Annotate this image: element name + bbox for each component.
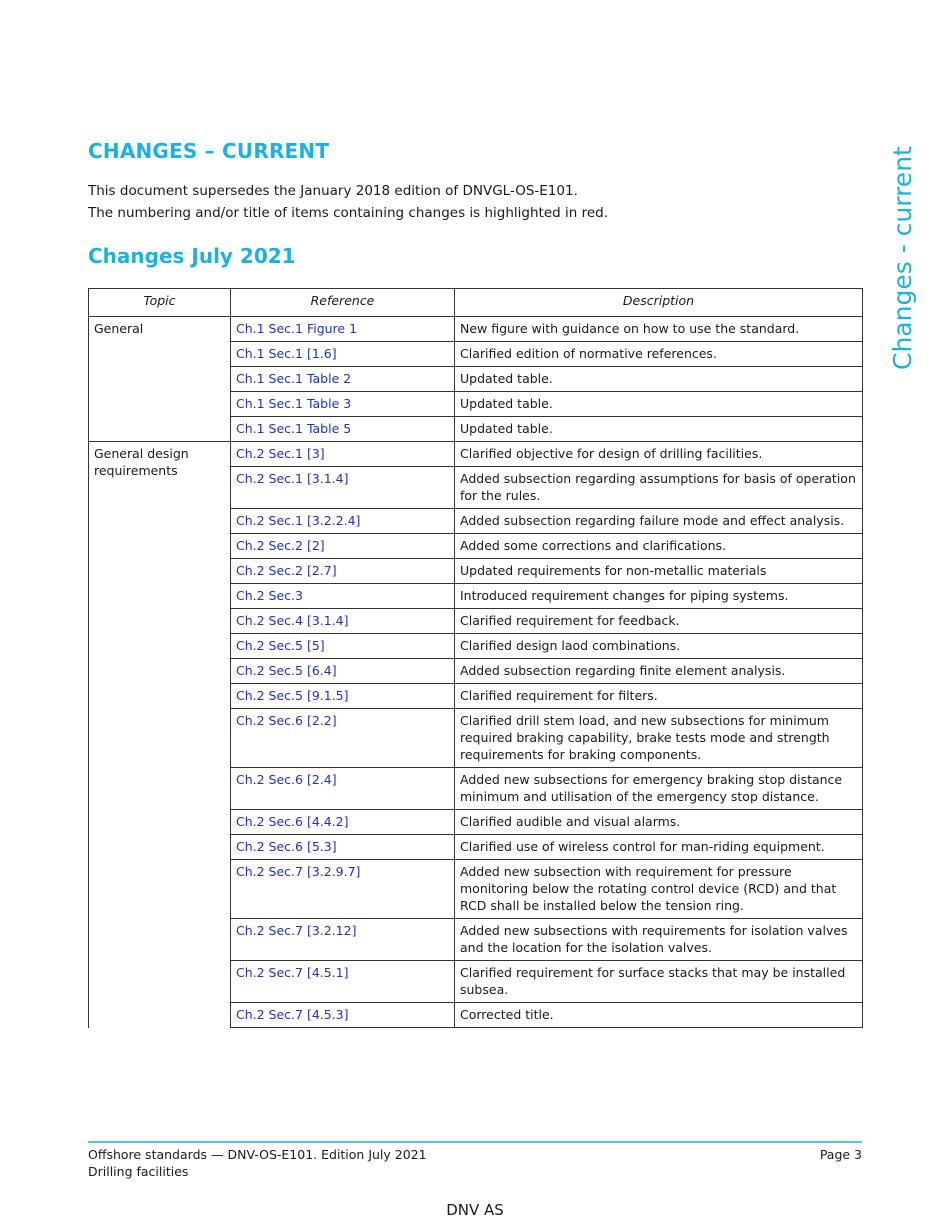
reference-link[interactable]: Ch.2 Sec.7 [3.2.12] <box>231 919 455 961</box>
reference-link[interactable]: Ch.1 Sec.1 Table 5 <box>231 417 455 442</box>
description-cell: Added subsection regarding failure mode and effect analysis. <box>455 509 863 534</box>
table-header-row <box>89 289 863 317</box>
description-cell: Clarified audible and visual alarms. <box>455 810 863 835</box>
description-cell: Clarified edition of normative references. <box>455 342 863 367</box>
reference-link[interactable]: Ch.1 Sec.1 Figure 1 <box>231 317 455 342</box>
reference-link[interactable]: Ch.2 Sec.7 [4.5.3] <box>231 1003 455 1028</box>
reference-link[interactable]: Ch.2 Sec.7 [4.5.1] <box>231 961 455 1003</box>
description-cell: Clarified requirement for feedback. <box>455 609 863 634</box>
side-label-text: Changes - current <box>888 146 917 370</box>
table-row <box>89 442 863 467</box>
description-cell: Added subsection regarding finite element analysis. <box>455 659 863 684</box>
column-header-description: Description <box>455 289 863 317</box>
reference-link[interactable]: Ch.2 Sec.3 <box>231 584 455 609</box>
description-cell: Updated table. <box>455 417 863 442</box>
footer-title: Offshore standards — DNV-OS-E101. Edition July 2021 <box>88 1147 427 1162</box>
reference-link[interactable]: Ch.2 Sec.5 [6.4] <box>231 659 455 684</box>
reference-link[interactable]: Ch.2 Sec.4 [3.1.4] <box>231 609 455 634</box>
reference-link[interactable]: Ch.2 Sec.5 [9.1.5] <box>231 684 455 709</box>
description-cell: Clarified requirement for filters. <box>455 684 863 709</box>
table-body <box>89 317 863 1028</box>
reference-link[interactable]: Ch.2 Sec.6 [4.4.2] <box>231 810 455 835</box>
description-cell: Clarified use of wireless control for man-riding equipment. <box>455 835 863 860</box>
description-cell: New figure with guidance on how to use the standard. <box>455 317 863 342</box>
footer-divider <box>88 1141 862 1143</box>
reference-link[interactable]: Ch.2 Sec.1 [3.1.4] <box>231 467 455 509</box>
description-cell: Corrected title. <box>455 1003 863 1028</box>
footer <box>88 1146 862 1180</box>
reference-link[interactable]: Ch.2 Sec.6 [2.2] <box>231 709 455 768</box>
reference-link[interactable]: Ch.1 Sec.1 [1.6] <box>231 342 455 367</box>
description-cell: Clarified objective for design of drilling facilities. <box>455 442 863 467</box>
reference-link[interactable]: Ch.2 Sec.2 [2] <box>231 534 455 559</box>
description-cell: Added new subsections with requirements for isolation valves and the location for the isolation valves. <box>455 919 863 961</box>
column-header-topic: Topic <box>89 289 231 317</box>
reference-link[interactable]: Ch.2 Sec.1 [3.2.2.4] <box>231 509 455 534</box>
reference-link[interactable]: Ch.2 Sec.6 [5.3] <box>231 835 455 860</box>
description-cell: Updated table. <box>455 392 863 417</box>
description-cell: Added new subsections for emergency braking stop distance minimum and utilisation of the emergency stop distance. <box>455 768 863 810</box>
section-heading: Changes July 2021 <box>88 244 296 268</box>
footer-subtitle: Drilling facilities <box>88 1164 189 1179</box>
reference-link[interactable]: Ch.2 Sec.5 [5] <box>231 634 455 659</box>
reference-link[interactable]: Ch.2 Sec.7 [3.2.9.7] <box>231 860 455 919</box>
company-name: DNV AS <box>446 1201 504 1219</box>
reference-link[interactable]: Ch.2 Sec.6 [2.4] <box>231 768 455 810</box>
description-cell: Clarified requirement for surface stacks that may be installed subsea. <box>455 961 863 1003</box>
topic-cell: General design requirements <box>89 442 231 1028</box>
column-header-reference: Reference <box>231 289 455 317</box>
reference-link[interactable]: Ch.2 Sec.1 [3] <box>231 442 455 467</box>
reference-link[interactable]: Ch.1 Sec.1 Table 3 <box>231 392 455 417</box>
description-cell: Updated requirements for non-metallic materials <box>455 559 863 584</box>
intro-line: This document supersedes the January 2018 edition of DNVGL-OS-E101. <box>88 183 578 199</box>
reference-link[interactable]: Ch.1 Sec.1 Table 2 <box>231 367 455 392</box>
intro-text <box>88 180 608 224</box>
description-cell: Added some corrections and clarifications. <box>455 534 863 559</box>
description-cell: Clarified design laod combinations. <box>455 634 863 659</box>
description-cell: Introduced requirement changes for piping systems. <box>455 584 863 609</box>
changes-table <box>88 288 863 1028</box>
description-cell: Added subsection regarding assumptions for basis of operation for the rules. <box>455 467 863 509</box>
topic-cell: General <box>89 317 231 442</box>
side-label <box>880 145 926 370</box>
table-row <box>89 317 863 342</box>
page-number: Page 3 <box>819 1147 862 1162</box>
description-cell: Clarified drill stem load, and new subsections for minimum required braking capability, brake tests mode and strength requirements for braking components. <box>455 709 863 768</box>
intro-line: The numbering and/or title of items containing changes is highlighted in red. <box>88 205 609 221</box>
page-heading: CHANGES – CURRENT <box>88 139 330 163</box>
description-cell: Updated table. <box>455 367 863 392</box>
description-cell: Added new subsection with requirement for pressure monitoring below the rotating control device (RCD) and that RCD shall be installed below the tension ring. <box>455 860 863 919</box>
reference-link[interactable]: Ch.2 Sec.2 [2.7] <box>231 559 455 584</box>
